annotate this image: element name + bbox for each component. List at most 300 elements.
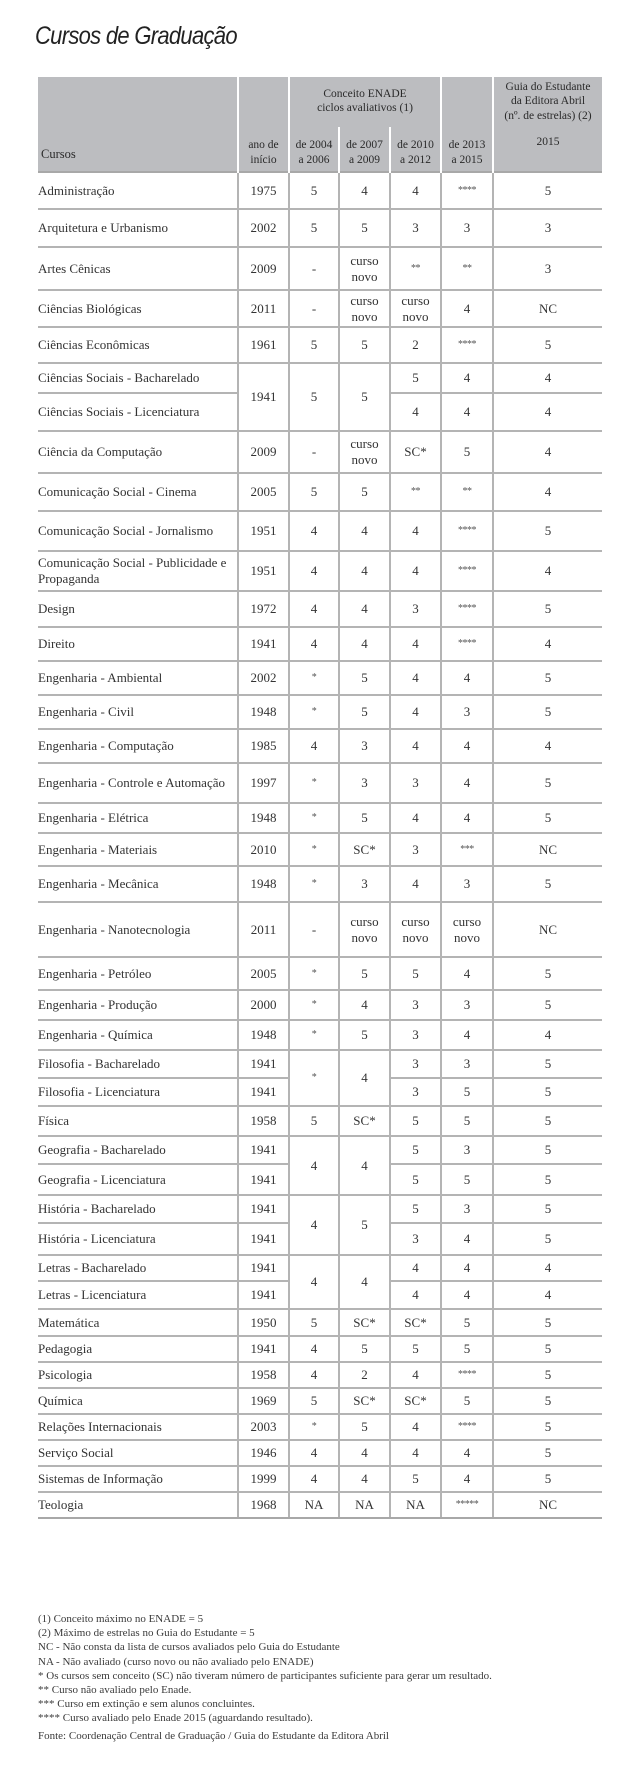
table-row [38, 209, 602, 247]
cell-ano: 1941 [238, 1050, 289, 1078]
cell-curso: Matemática [38, 1309, 238, 1336]
cell-e3: 4 [390, 511, 441, 551]
cell-curso: Engenharia - Química [38, 1020, 238, 1050]
cell-e4: 4 [441, 1466, 493, 1492]
cell-curso: Comunicação Social - Publicidade e Propaganda [38, 551, 238, 591]
cell-curso: Ciências Biológicas [38, 290, 238, 327]
header-e1-l1: de 2004 [295, 139, 333, 152]
table-row [38, 591, 602, 627]
cell-e2: 3 [339, 866, 390, 902]
cell-e4: **** [441, 591, 493, 627]
cell-e2: 5 [339, 1020, 390, 1050]
cell-e4: 4 [441, 729, 493, 763]
cell-e3: 3 [390, 763, 441, 803]
table-row [38, 431, 602, 473]
table-row [38, 957, 602, 990]
header-ano-l2: início [250, 153, 277, 166]
cell-guia: NC [493, 290, 602, 327]
table-row [38, 1466, 602, 1492]
cell-e3: 4 [390, 172, 441, 209]
cell-curso: Serviço Social [38, 1440, 238, 1466]
cell-e4: ***** [441, 1492, 493, 1518]
cell-e4: 4 [441, 661, 493, 695]
cell-ano: 1941 [238, 1223, 289, 1255]
cell-guia: NC [493, 902, 602, 957]
cell-e1: - [289, 290, 339, 327]
header-guia-year: 2015 [536, 136, 560, 149]
table-row [38, 473, 602, 511]
cell-guia: 5 [493, 1050, 602, 1078]
cell-curso: História - Licenciatura [38, 1223, 238, 1255]
cell-e4: ** [441, 473, 493, 511]
cell-ano: 2010 [238, 833, 289, 866]
cell-e3: 4 [390, 1362, 441, 1388]
cell-guia: 5 [493, 511, 602, 551]
cell-ano: 2011 [238, 290, 289, 327]
cell-ano: 1941 [238, 1136, 289, 1164]
cell-e4: **** [441, 1414, 493, 1440]
cell-curso: Ciências Econômicas [38, 327, 238, 363]
cell-e4: *** [441, 833, 493, 866]
cell-e1: * [289, 833, 339, 866]
cell-e2: 5 [339, 1195, 390, 1255]
cell-guia: 4 [493, 1255, 602, 1281]
cell-e2: SC* [339, 1309, 390, 1336]
cell-e2: 4 [339, 990, 390, 1020]
header-cursos: Cursos [38, 77, 238, 172]
header-e3-l1: de 2010 [397, 139, 434, 152]
cell-ano: 1961 [238, 327, 289, 363]
cell-e3: 4 [390, 866, 441, 902]
cell-e4: 4 [441, 393, 493, 431]
table-row [38, 1414, 602, 1440]
cell-e1: - [289, 247, 339, 290]
cell-guia: NC [493, 1492, 602, 1518]
cell-curso: Engenharia - Petróleo [38, 957, 238, 990]
cell-e3: 5 [390, 957, 441, 990]
cell-e1: * [289, 1050, 339, 1106]
table-row [38, 172, 602, 209]
header-guia-l2: da Editora Abril [510, 95, 586, 108]
cell-ano: 1997 [238, 763, 289, 803]
cell-guia: 5 [493, 803, 602, 833]
cell-e2: 5 [339, 695, 390, 729]
cell-e3: SC* [390, 431, 441, 473]
cell-e1: 4 [289, 511, 339, 551]
cell-e2: curso novo [339, 431, 390, 473]
cell-e4: 5 [441, 1336, 493, 1362]
cell-ano: 1941 [238, 1164, 289, 1195]
cell-guia: 5 [493, 1362, 602, 1388]
cell-e3: ** [390, 247, 441, 290]
cell-ano: 1968 [238, 1492, 289, 1518]
cell-e4: 5 [441, 1309, 493, 1336]
header-enade-l2: ciclos avaliativos (1) [317, 102, 413, 115]
cell-e4: 3 [441, 209, 493, 247]
cell-e2: 4 [339, 511, 390, 551]
cell-e3: 5 [390, 1136, 441, 1164]
cell-e2: 5 [339, 661, 390, 695]
table-row [38, 1050, 602, 1078]
cell-e2: 5 [339, 327, 390, 363]
cell-e1: 4 [289, 1466, 339, 1492]
cell-e2: 5 [339, 363, 390, 431]
cell-e2: 4 [339, 627, 390, 661]
table-row [38, 363, 602, 393]
cell-curso: Engenharia - Materiais [38, 833, 238, 866]
cell-e2: SC* [339, 1106, 390, 1136]
cell-e2: 4 [339, 1050, 390, 1106]
cell-guia: 5 [493, 1309, 602, 1336]
table-row [38, 1388, 602, 1414]
cell-curso: História - Bacharelado [38, 1195, 238, 1223]
cell-ano: 2009 [238, 431, 289, 473]
cell-e2: curso novo [339, 902, 390, 957]
cell-e2: 4 [339, 1136, 390, 1195]
cell-guia: 5 [493, 1106, 602, 1136]
cell-curso: Química [38, 1388, 238, 1414]
cell-e4: 5 [441, 1106, 493, 1136]
cell-curso: Pedagogia [38, 1336, 238, 1362]
notes-list [38, 1612, 492, 1726]
cell-e3: 5 [390, 1106, 441, 1136]
cell-curso: Letras - Bacharelado [38, 1255, 238, 1281]
table-row [38, 729, 602, 763]
table-row [38, 327, 602, 363]
cell-ano: 1969 [238, 1388, 289, 1414]
cell-e3: 5 [390, 1336, 441, 1362]
table-row [38, 763, 602, 803]
cell-ano: 1948 [238, 866, 289, 902]
cell-e2: NA [339, 1492, 390, 1518]
cell-guia: 5 [493, 661, 602, 695]
cell-e3: 5 [390, 1195, 441, 1223]
cell-e3: 3 [390, 591, 441, 627]
cell-curso: Administração [38, 172, 238, 209]
cell-e2: 4 [339, 551, 390, 591]
cell-e3: SC* [390, 1309, 441, 1336]
cell-e4: curso novo [441, 902, 493, 957]
cell-e2: SC* [339, 833, 390, 866]
cell-curso: Direito [38, 627, 238, 661]
cell-guia: 5 [493, 591, 602, 627]
table-row [38, 290, 602, 327]
table-row [38, 1309, 602, 1336]
cell-curso: Física [38, 1106, 238, 1136]
header-guia [493, 77, 602, 172]
cell-e1: * [289, 763, 339, 803]
cell-ano: 1958 [238, 1106, 289, 1136]
cell-e4: **** [441, 1362, 493, 1388]
cell-e4: 4 [441, 1281, 493, 1309]
cell-curso: Filosofia - Licenciatura [38, 1078, 238, 1106]
cell-curso: Letras - Licenciatura [38, 1281, 238, 1309]
header-e2-l1: de 2007 [346, 139, 383, 152]
cell-guia: 5 [493, 990, 602, 1020]
cell-e4: 5 [441, 1078, 493, 1106]
cell-e2: 5 [339, 1414, 390, 1440]
cell-curso: Engenharia - Nanotecnologia [38, 902, 238, 957]
cell-e3: 3 [390, 1078, 441, 1106]
cell-guia: 4 [493, 473, 602, 511]
cell-e1: 4 [289, 551, 339, 591]
cell-ano: 1941 [238, 363, 289, 431]
cell-e4: 4 [441, 1440, 493, 1466]
cell-e4: **** [441, 627, 493, 661]
cell-ano: 2011 [238, 902, 289, 957]
cell-e1: * [289, 695, 339, 729]
cell-guia: 5 [493, 1440, 602, 1466]
table-row [38, 1136, 602, 1164]
cell-e1: * [289, 990, 339, 1020]
cell-e4: 4 [441, 763, 493, 803]
cell-e4: **** [441, 327, 493, 363]
cell-e4: **** [441, 511, 493, 551]
cell-ano: 2002 [238, 209, 289, 247]
table-row [38, 247, 602, 290]
footnote: ** Curso não avaliado pelo Enade. [38, 1684, 192, 1697]
cell-curso: Teologia [38, 1492, 238, 1518]
cell-guia: 5 [493, 172, 602, 209]
cell-e4: 4 [441, 803, 493, 833]
table-row [38, 661, 602, 695]
cell-e4: 5 [441, 1164, 493, 1195]
cell-e1: * [289, 803, 339, 833]
cell-ano: 1941 [238, 627, 289, 661]
header-guia-l3: (nº. de estrelas) (2) [504, 109, 592, 122]
cell-e3: 4 [390, 627, 441, 661]
cell-e1: * [289, 661, 339, 695]
cell-ano: 1941 [238, 1255, 289, 1281]
cell-e1: NA [289, 1492, 339, 1518]
table-row [38, 627, 602, 661]
table-body [38, 172, 602, 1518]
cell-curso: Engenharia - Civil [38, 695, 238, 729]
cell-e1: - [289, 902, 339, 957]
cell-e3: 5 [390, 363, 441, 393]
table-row [38, 902, 602, 957]
cell-e3: 3 [390, 1223, 441, 1255]
cell-e1: * [289, 1020, 339, 1050]
cell-guia: 4 [493, 729, 602, 763]
cell-e1: 5 [289, 363, 339, 431]
cell-curso: Engenharia - Ambiental [38, 661, 238, 695]
table-row [38, 803, 602, 833]
footnote: **** Curso avaliado pelo Enade 2015 (aguardando resultado). [38, 1712, 313, 1725]
cell-e4: 3 [441, 866, 493, 902]
cell-e1: 5 [289, 1388, 339, 1414]
cell-e3: curso novo [390, 902, 441, 957]
cell-ano: 1972 [238, 591, 289, 627]
cell-e2: 3 [339, 763, 390, 803]
courses-table [38, 77, 602, 1519]
cell-e1: 4 [289, 627, 339, 661]
header-e4-l2: a 2015 [451, 153, 483, 166]
cell-e4: **** [441, 551, 493, 591]
cell-e4: 5 [441, 431, 493, 473]
cell-ano: 2005 [238, 473, 289, 511]
cell-e2: 3 [339, 729, 390, 763]
cell-guia: 4 [493, 431, 602, 473]
cell-curso: Geografia - Licenciatura [38, 1164, 238, 1195]
cell-e3: 4 [390, 551, 441, 591]
cell-e2: 5 [339, 1336, 390, 1362]
table-row [38, 1336, 602, 1362]
cell-guia: 5 [493, 1223, 602, 1255]
cell-e4: 4 [441, 957, 493, 990]
cell-e2: 4 [339, 591, 390, 627]
cell-e1: 5 [289, 1106, 339, 1136]
cell-ano: 1999 [238, 1466, 289, 1492]
table-row [38, 1255, 602, 1281]
cell-ano: 1941 [238, 1281, 289, 1309]
cell-e3: 3 [390, 990, 441, 1020]
table-row [38, 866, 602, 902]
cell-curso: Relações Internacionais [38, 1414, 238, 1440]
cell-e3: 3 [390, 1020, 441, 1050]
cell-e3: 4 [390, 803, 441, 833]
cell-e3: 4 [390, 661, 441, 695]
header-e1 [289, 127, 339, 172]
cell-guia: 5 [493, 1136, 602, 1164]
footnotes [38, 1612, 492, 1743]
header-e3 [390, 127, 441, 172]
header-e2-l2: a 2009 [349, 153, 380, 166]
cell-guia: 5 [493, 763, 602, 803]
header-e2 [339, 127, 390, 172]
cell-e3: 4 [390, 729, 441, 763]
cell-e3: ** [390, 473, 441, 511]
cell-e4: **** [441, 172, 493, 209]
cell-ano: 1950 [238, 1309, 289, 1336]
table-row [38, 1492, 602, 1518]
cell-e1: * [289, 866, 339, 902]
cell-ano: 1958 [238, 1362, 289, 1388]
cell-e3: 3 [390, 209, 441, 247]
footnote: (2) Máximo de estrelas no Guia do Estudante = 5 [38, 1627, 255, 1640]
cell-e1: 4 [289, 1195, 339, 1255]
cell-e1: 4 [289, 591, 339, 627]
cell-curso: Filosofia - Bacharelado [38, 1050, 238, 1078]
table-row [38, 1106, 602, 1136]
cell-guia: 4 [493, 363, 602, 393]
cell-e1: 4 [289, 1440, 339, 1466]
cell-e4: 3 [441, 1136, 493, 1164]
cell-curso: Engenharia - Mecânica [38, 866, 238, 902]
header-e4 [441, 77, 493, 172]
cell-guia: 5 [493, 327, 602, 363]
footnote: NA - Não avaliado (curso novo ou não avaliado pelo ENADE) [38, 1655, 314, 1668]
cell-ano: 1948 [238, 1020, 289, 1050]
cell-e4: 3 [441, 990, 493, 1020]
cell-e2: 5 [339, 957, 390, 990]
cell-e2: 2 [339, 1362, 390, 1388]
cell-e2: 4 [339, 1466, 390, 1492]
cell-ano: 1951 [238, 511, 289, 551]
cell-ano: 1985 [238, 729, 289, 763]
cell-e1: 5 [289, 473, 339, 511]
cell-e3: 3 [390, 1050, 441, 1078]
cell-guia: 5 [493, 1078, 602, 1106]
cell-ano: 2000 [238, 990, 289, 1020]
cell-e4: 3 [441, 695, 493, 729]
cell-e2: curso novo [339, 290, 390, 327]
cell-e4: 4 [441, 363, 493, 393]
table-row [38, 833, 602, 866]
header-e1-l2: a 2006 [298, 153, 330, 166]
cell-guia: 5 [493, 957, 602, 990]
cell-curso: Arquitetura e Urbanismo [38, 209, 238, 247]
cell-ano: 2003 [238, 1414, 289, 1440]
cell-guia: NC [493, 833, 602, 866]
cell-e2: curso novo [339, 247, 390, 290]
cell-e3: 4 [390, 1255, 441, 1281]
cell-guia: 5 [493, 695, 602, 729]
cell-curso: Engenharia - Controle e Automação [38, 763, 238, 803]
cell-guia: 5 [493, 1388, 602, 1414]
cell-curso: Sistemas de Informação [38, 1466, 238, 1492]
cell-e1: 4 [289, 1362, 339, 1388]
cell-e4: 5 [441, 1388, 493, 1414]
cell-e3: 2 [390, 327, 441, 363]
cell-curso: Engenharia - Produção [38, 990, 238, 1020]
cell-e1: 4 [289, 729, 339, 763]
cell-ano: 1948 [238, 803, 289, 833]
cell-e2: 5 [339, 209, 390, 247]
cell-e3: 4 [390, 1281, 441, 1309]
cell-e3: NA [390, 1492, 441, 1518]
cell-e1: 5 [289, 1309, 339, 1336]
table-row [38, 1195, 602, 1223]
footnote: * Os cursos sem conceito (SC) não tiveram número de participantes suficiente para gerar um resultado. [38, 1669, 492, 1682]
cell-e4: 4 [441, 290, 493, 327]
cell-e1: 5 [289, 172, 339, 209]
table-row [38, 1440, 602, 1466]
cell-curso: Ciências Sociais - Licenciatura [38, 393, 238, 431]
cell-ano: 1941 [238, 1078, 289, 1106]
cell-curso: Geografia - Bacharelado [38, 1136, 238, 1164]
cell-e1: 5 [289, 209, 339, 247]
table-row [38, 1362, 602, 1388]
header-enade-l1: Conceito ENADE [323, 88, 407, 100]
cell-e4: 4 [441, 1255, 493, 1281]
cell-ano: 1975 [238, 172, 289, 209]
cell-curso: Design [38, 591, 238, 627]
cell-e2: 5 [339, 473, 390, 511]
table-row [38, 1020, 602, 1050]
table-row [38, 695, 602, 729]
header-ano [238, 77, 289, 172]
cell-ano: 1951 [238, 551, 289, 591]
cell-curso: Engenharia - Elétrica [38, 803, 238, 833]
cell-guia: 4 [493, 393, 602, 431]
cell-e4: 3 [441, 1050, 493, 1078]
cell-ano: 1946 [238, 1440, 289, 1466]
footnote: NC - Não consta da lista de cursos avaliados pelo Guia do Estudante [38, 1641, 340, 1654]
header-e3-l2: a 2012 [400, 153, 431, 166]
table-header [38, 77, 602, 172]
cell-ano: 2002 [238, 661, 289, 695]
footnote: (1) Conceito máximo no ENADE = 5 [38, 1613, 204, 1625]
cell-e3: 4 [390, 393, 441, 431]
header-enade-group [289, 77, 441, 127]
cell-e1: 4 [289, 1136, 339, 1195]
cell-guia: 5 [493, 1164, 602, 1195]
cell-e2: 4 [339, 1255, 390, 1309]
cell-e4: 4 [441, 1223, 493, 1255]
cell-ano: 1948 [238, 695, 289, 729]
cell-e3: 5 [390, 1164, 441, 1195]
